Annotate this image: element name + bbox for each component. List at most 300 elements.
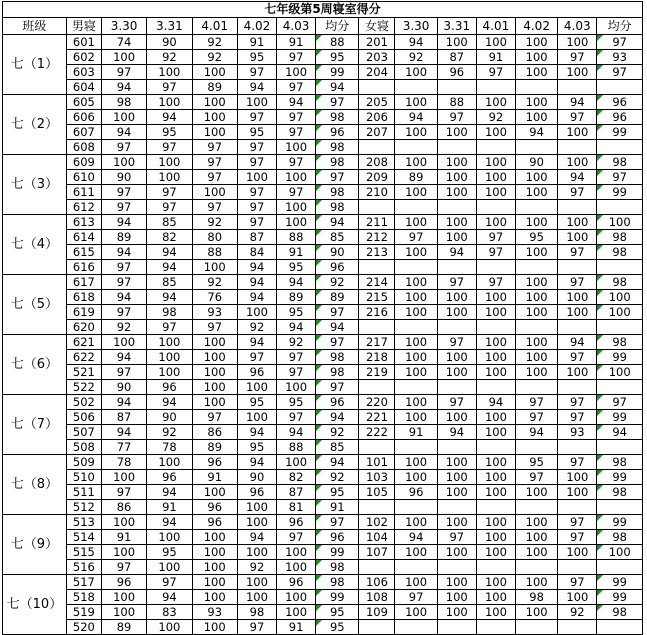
boys-date-1-cell: 100 bbox=[101, 605, 146, 620]
girls-date-2-cell: 94 bbox=[437, 245, 476, 260]
boys-date-2-cell: 94 bbox=[147, 515, 192, 530]
boys-date-5-cell: 91 bbox=[277, 620, 316, 635]
boys-date-4-cell: 100 bbox=[237, 500, 276, 515]
boys-date-1-cell: 94 bbox=[101, 245, 146, 260]
girls-date-1-cell: 100 bbox=[395, 605, 437, 620]
boys-date-4-cell: 97 bbox=[237, 155, 276, 170]
girls-date-1-cell: 91 bbox=[395, 425, 437, 440]
boys-average-cell: 98 bbox=[316, 350, 359, 365]
girls-average-cell bbox=[597, 80, 643, 95]
girls-date-1-cell: 100 bbox=[395, 245, 437, 260]
boys-date-1-cell: 91 bbox=[101, 530, 146, 545]
girls-average-cell: 100 bbox=[597, 365, 643, 380]
girls-dorm-cell bbox=[359, 500, 395, 515]
boys-average-cell: 99 bbox=[316, 545, 359, 560]
girls-date-3-cell bbox=[476, 200, 515, 215]
girls-date-5-cell: 97 bbox=[558, 275, 597, 290]
boys-date-3-cell: 86 bbox=[192, 425, 237, 440]
girls-date-5-cell: 97 bbox=[558, 395, 597, 410]
boys-dorm-cell: 604 bbox=[66, 80, 101, 95]
boys-average-cell: 97 bbox=[316, 380, 359, 395]
boys-date-1-cell: 94 bbox=[101, 425, 146, 440]
table-row bbox=[3, 245, 643, 260]
girls-date-4-cell: 100 bbox=[515, 335, 557, 350]
table-row bbox=[3, 110, 643, 125]
girls-date-1-cell bbox=[395, 200, 437, 215]
boys-date-1-cell: 87 bbox=[101, 410, 146, 425]
boys-dorm-cell: 510 bbox=[66, 470, 101, 485]
boys-date-5-cell: 97 bbox=[277, 410, 316, 425]
girls-date-5-cell: 97 bbox=[558, 515, 597, 530]
boys-average-cell: 96 bbox=[316, 125, 359, 140]
boys-date-5-cell: 87 bbox=[277, 485, 316, 500]
table-row bbox=[3, 530, 643, 545]
girls-date-3-cell: 100 bbox=[476, 35, 515, 50]
girls-date-4-cell: 95 bbox=[515, 230, 557, 245]
girls-date-4-cell: 100 bbox=[515, 530, 557, 545]
header-class: 班级 bbox=[3, 18, 67, 35]
girls-dorm-cell: 214 bbox=[359, 275, 395, 290]
girls-average-cell: 96 bbox=[597, 110, 643, 125]
boys-date-2-cell: 100 bbox=[147, 560, 192, 575]
boys-date-3-cell: 89 bbox=[192, 80, 237, 95]
boys-dorm-cell: 621 bbox=[66, 335, 101, 350]
boys-average-cell: 94 bbox=[316, 215, 359, 230]
boys-date-2-cell: 96 bbox=[147, 470, 192, 485]
girls-date-3-cell: 100 bbox=[476, 95, 515, 110]
girls-date-4-cell: 90 bbox=[515, 155, 557, 170]
girls-date-4-cell bbox=[515, 200, 557, 215]
boys-average-cell: 98 bbox=[316, 140, 359, 155]
girls-date-2-cell: 96 bbox=[437, 65, 476, 80]
girls-dorm-cell: 107 bbox=[359, 545, 395, 560]
girls-average-cell: 96 bbox=[597, 95, 643, 110]
boys-dorm-cell: 514 bbox=[66, 530, 101, 545]
boys-date-5-cell: 88 bbox=[277, 440, 316, 455]
boys-date-5-cell: 100 bbox=[277, 200, 316, 215]
boys-date-1-cell: 97 bbox=[101, 65, 146, 80]
girls-average-cell: 97 bbox=[597, 65, 643, 80]
girls-dorm-cell: 219 bbox=[359, 365, 395, 380]
boys-date-5-cell: 95 bbox=[277, 395, 316, 410]
boys-date-4-cell: 87 bbox=[237, 230, 276, 245]
table-row bbox=[3, 50, 643, 65]
girls-average-cell: 98 bbox=[597, 230, 643, 245]
boys-date-3-cell: 100 bbox=[192, 485, 237, 500]
boys-date-5-cell: 100 bbox=[277, 605, 316, 620]
boys-average-cell: 98 bbox=[316, 185, 359, 200]
boys-date-3-cell: 92 bbox=[192, 50, 237, 65]
boys-date-1-cell: 97 bbox=[101, 275, 146, 290]
girls-dorm-cell: 222 bbox=[359, 425, 395, 440]
table-row bbox=[3, 365, 643, 380]
header-row bbox=[3, 18, 643, 35]
header-girls-date-1: 3.30 bbox=[395, 18, 437, 35]
boys-date-1-cell: 74 bbox=[101, 35, 146, 50]
girls-date-1-cell: 100 bbox=[395, 290, 437, 305]
girls-date-3-cell bbox=[476, 620, 515, 635]
boys-date-3-cell: 100 bbox=[192, 335, 237, 350]
boys-average-cell: 99 bbox=[316, 590, 359, 605]
table-row bbox=[3, 605, 643, 620]
girls-date-2-cell: 100 bbox=[437, 350, 476, 365]
boys-dorm-cell: 506 bbox=[66, 410, 101, 425]
boys-dorm-cell: 614 bbox=[66, 230, 101, 245]
boys-average-cell: 98 bbox=[316, 155, 359, 170]
boys-dorm-cell: 517 bbox=[66, 575, 101, 590]
girls-date-4-cell: 100 bbox=[515, 110, 557, 125]
girls-average-cell: 100 bbox=[597, 545, 643, 560]
boys-dorm-cell: 513 bbox=[66, 515, 101, 530]
table-row bbox=[3, 500, 643, 515]
boys-date-1-cell: 94 bbox=[101, 395, 146, 410]
boys-dorm-cell: 612 bbox=[66, 200, 101, 215]
boys-date-3-cell: 96 bbox=[192, 500, 237, 515]
girls-date-2-cell: 100 bbox=[437, 410, 476, 425]
girls-date-2-cell: 100 bbox=[437, 605, 476, 620]
boys-date-5-cell: 88 bbox=[277, 230, 316, 245]
boys-date-3-cell: 100 bbox=[192, 590, 237, 605]
girls-date-1-cell: 100 bbox=[395, 470, 437, 485]
girls-date-2-cell: 100 bbox=[437, 125, 476, 140]
girls-date-3-cell: 97 bbox=[476, 230, 515, 245]
boys-date-4-cell: 94 bbox=[237, 530, 276, 545]
girls-date-5-cell bbox=[558, 440, 597, 455]
girls-date-3-cell: 100 bbox=[476, 455, 515, 470]
girls-average-cell: 100 bbox=[597, 290, 643, 305]
header-girls-date-2: 3.31 bbox=[437, 18, 476, 35]
boys-dorm-cell: 516 bbox=[66, 560, 101, 575]
table-row bbox=[3, 65, 643, 80]
table-row bbox=[3, 395, 643, 410]
boys-dorm-cell: 507 bbox=[66, 425, 101, 440]
boys-average-cell: 96 bbox=[316, 260, 359, 275]
boys-average-cell: 97 bbox=[316, 95, 359, 110]
girls-date-1-cell: 100 bbox=[395, 515, 437, 530]
boys-date-4-cell: 100 bbox=[237, 575, 276, 590]
boys-dorm-cell: 521 bbox=[66, 365, 101, 380]
girls-date-2-cell: 100 bbox=[437, 170, 476, 185]
girls-date-5-cell: 100 bbox=[558, 590, 597, 605]
girls-date-1-cell: 100 bbox=[395, 545, 437, 560]
class-name-cell: 七（8） bbox=[3, 455, 67, 515]
girls-date-1-cell: 97 bbox=[395, 590, 437, 605]
boys-date-3-cell: 100 bbox=[192, 65, 237, 80]
girls-date-5-cell: 97 bbox=[558, 530, 597, 545]
girls-dorm-cell: 102 bbox=[359, 515, 395, 530]
girls-dorm-cell: 205 bbox=[359, 95, 395, 110]
girls-average-cell: 98 bbox=[597, 485, 643, 500]
girls-date-5-cell: 100 bbox=[558, 125, 597, 140]
girls-date-5-cell: 94 bbox=[558, 170, 597, 185]
boys-date-4-cell: 84 bbox=[237, 245, 276, 260]
boys-dorm-cell: 520 bbox=[66, 620, 101, 635]
boys-dorm-cell: 519 bbox=[66, 605, 101, 620]
boys-date-2-cell: 100 bbox=[147, 155, 192, 170]
boys-average-cell: 98 bbox=[316, 575, 359, 590]
girls-date-1-cell: 100 bbox=[395, 365, 437, 380]
sheet-title: 七年级第5周寝室得分 bbox=[3, 2, 643, 18]
header-girls-date-5: 4.03 bbox=[558, 18, 597, 35]
boys-dorm-cell: 610 bbox=[66, 170, 101, 185]
boys-dorm-cell: 611 bbox=[66, 185, 101, 200]
boys-dorm-cell: 508 bbox=[66, 440, 101, 455]
girls-date-2-cell: 100 bbox=[437, 455, 476, 470]
girls-date-3-cell bbox=[476, 260, 515, 275]
header-boys-date-1: 3.30 bbox=[101, 18, 146, 35]
girls-date-3-cell: 91 bbox=[476, 50, 515, 65]
boys-date-3-cell: 100 bbox=[192, 110, 237, 125]
boys-date-2-cell: 100 bbox=[147, 350, 192, 365]
girls-date-3-cell bbox=[476, 500, 515, 515]
boys-date-4-cell: 95 bbox=[237, 395, 276, 410]
boys-date-2-cell: 95 bbox=[147, 545, 192, 560]
boys-date-4-cell: 94 bbox=[237, 425, 276, 440]
girls-date-1-cell: 94 bbox=[395, 110, 437, 125]
girls-date-1-cell: 100 bbox=[395, 275, 437, 290]
boys-dorm-cell: 515 bbox=[66, 545, 101, 560]
boys-date-3-cell: 97 bbox=[192, 200, 237, 215]
boys-dorm-cell: 616 bbox=[66, 260, 101, 275]
boys-date-3-cell: 97 bbox=[192, 155, 237, 170]
class-name-cell: 七（4） bbox=[3, 215, 67, 275]
girls-date-4-cell bbox=[515, 500, 557, 515]
header-girls-date-4: 4.02 bbox=[515, 18, 557, 35]
boys-date-1-cell: 96 bbox=[101, 575, 146, 590]
girls-date-1-cell: 100 bbox=[395, 410, 437, 425]
girls-date-4-cell: 94 bbox=[515, 125, 557, 140]
girls-date-4-cell bbox=[515, 440, 557, 455]
boys-date-2-cell: 90 bbox=[147, 410, 192, 425]
girls-date-5-cell bbox=[558, 200, 597, 215]
girls-date-3-cell: 100 bbox=[476, 515, 515, 530]
boys-date-4-cell: 95 bbox=[237, 125, 276, 140]
class-name-cell: 七（2） bbox=[3, 95, 67, 155]
girls-average-cell bbox=[597, 560, 643, 575]
girls-date-3-cell: 100 bbox=[476, 590, 515, 605]
girls-average-cell: 93 bbox=[597, 50, 643, 65]
girls-date-2-cell bbox=[437, 260, 476, 275]
boys-date-4-cell: 96 bbox=[237, 485, 276, 500]
boys-date-2-cell: 100 bbox=[147, 620, 192, 635]
girls-date-3-cell: 100 bbox=[476, 335, 515, 350]
boys-average-cell: 97 bbox=[316, 515, 359, 530]
girls-dorm-cell bbox=[359, 560, 395, 575]
boys-date-3-cell: 97 bbox=[192, 170, 237, 185]
boys-average-cell: 96 bbox=[316, 395, 359, 410]
girls-date-5-cell: 97 bbox=[558, 245, 597, 260]
boys-date-1-cell: 100 bbox=[101, 50, 146, 65]
boys-average-cell: 91 bbox=[316, 500, 359, 515]
table-row bbox=[3, 515, 643, 530]
girls-date-5-cell bbox=[558, 560, 597, 575]
boys-date-2-cell: 92 bbox=[147, 50, 192, 65]
girls-date-4-cell: 100 bbox=[515, 365, 557, 380]
table-row bbox=[3, 35, 643, 50]
girls-average-cell: 98 bbox=[597, 530, 643, 545]
girls-date-3-cell bbox=[476, 440, 515, 455]
girls-date-5-cell: 97 bbox=[558, 110, 597, 125]
boys-date-2-cell: 85 bbox=[147, 275, 192, 290]
boys-date-4-cell: 94 bbox=[237, 455, 276, 470]
girls-date-4-cell: 100 bbox=[515, 35, 557, 50]
girls-dorm-cell: 103 bbox=[359, 470, 395, 485]
girls-date-3-cell: 100 bbox=[476, 290, 515, 305]
boys-date-2-cell: 100 bbox=[147, 530, 192, 545]
boys-average-cell: 96 bbox=[316, 530, 359, 545]
girls-date-1-cell bbox=[395, 500, 437, 515]
boys-average-cell: 98 bbox=[316, 365, 359, 380]
table-row bbox=[3, 170, 643, 185]
boys-date-5-cell: 100 bbox=[277, 65, 316, 80]
girls-date-4-cell: 97 bbox=[515, 470, 557, 485]
girls-date-3-cell: 100 bbox=[476, 425, 515, 440]
girls-date-1-cell: 100 bbox=[395, 575, 437, 590]
boys-dorm-cell: 605 bbox=[66, 95, 101, 110]
boys-date-2-cell: 78 bbox=[147, 440, 192, 455]
boys-date-1-cell: 78 bbox=[101, 455, 146, 470]
table-row bbox=[3, 380, 643, 395]
boys-date-1-cell: 94 bbox=[101, 215, 146, 230]
boys-date-3-cell: 100 bbox=[192, 620, 237, 635]
girls-date-1-cell: 100 bbox=[395, 395, 437, 410]
class-name-cell: 七（1） bbox=[3, 35, 67, 95]
table-row bbox=[3, 455, 643, 470]
girls-date-1-cell: 100 bbox=[395, 95, 437, 110]
girls-date-5-cell: 92 bbox=[558, 605, 597, 620]
boys-average-cell: 88 bbox=[316, 35, 359, 50]
boys-date-1-cell: 97 bbox=[101, 305, 146, 320]
boys-date-5-cell: 97 bbox=[277, 365, 316, 380]
table-row bbox=[3, 155, 643, 170]
girls-date-4-cell: 100 bbox=[515, 215, 557, 230]
table-row bbox=[3, 440, 643, 455]
boys-date-5-cell: 96 bbox=[277, 515, 316, 530]
girls-date-3-cell: 100 bbox=[476, 305, 515, 320]
boys-date-5-cell: 97 bbox=[277, 350, 316, 365]
girls-date-1-cell: 89 bbox=[395, 170, 437, 185]
boys-date-3-cell: 100 bbox=[192, 125, 237, 140]
boys-date-1-cell: 89 bbox=[101, 230, 146, 245]
boys-date-4-cell: 94 bbox=[237, 335, 276, 350]
girls-date-2-cell: 97 bbox=[437, 275, 476, 290]
girls-date-4-cell: 100 bbox=[515, 305, 557, 320]
table-row bbox=[3, 260, 643, 275]
class-name-cell: 七（10） bbox=[3, 575, 67, 635]
girls-date-1-cell: 100 bbox=[395, 305, 437, 320]
boys-dorm-cell: 606 bbox=[66, 110, 101, 125]
girls-date-1-cell: 100 bbox=[395, 65, 437, 80]
girls-date-2-cell bbox=[437, 80, 476, 95]
girls-dorm-cell bbox=[359, 320, 395, 335]
boys-date-2-cell: 90 bbox=[147, 35, 192, 50]
dorm-score-sheet bbox=[2, 1, 643, 635]
boys-date-5-cell: 100 bbox=[277, 380, 316, 395]
girls-average-cell bbox=[597, 500, 643, 515]
boys-date-5-cell: 94 bbox=[277, 95, 316, 110]
girls-date-1-cell bbox=[395, 560, 437, 575]
girls-date-4-cell bbox=[515, 380, 557, 395]
table-row bbox=[3, 470, 643, 485]
girls-date-2-cell: 87 bbox=[437, 50, 476, 65]
girls-date-2-cell bbox=[437, 440, 476, 455]
boys-date-5-cell: 100 bbox=[277, 215, 316, 230]
girls-date-1-cell bbox=[395, 80, 437, 95]
boys-date-4-cell: 97 bbox=[237, 65, 276, 80]
boys-average-cell: 95 bbox=[316, 605, 359, 620]
boys-date-4-cell: 96 bbox=[237, 365, 276, 380]
boys-dorm-cell: 511 bbox=[66, 485, 101, 500]
boys-average-cell: 97 bbox=[316, 305, 359, 320]
girls-date-2-cell: 100 bbox=[437, 185, 476, 200]
girls-date-3-cell: 97 bbox=[476, 65, 515, 80]
boys-date-1-cell: 100 bbox=[101, 335, 146, 350]
table-row bbox=[3, 215, 643, 230]
boys-average-cell: 85 bbox=[316, 440, 359, 455]
boys-date-4-cell: 100 bbox=[237, 305, 276, 320]
girls-date-1-cell bbox=[395, 320, 437, 335]
girls-dorm-cell bbox=[359, 260, 395, 275]
table-row bbox=[3, 485, 643, 500]
boys-date-3-cell: 93 bbox=[192, 305, 237, 320]
girls-date-4-cell: 100 bbox=[515, 605, 557, 620]
girls-date-4-cell: 100 bbox=[515, 290, 557, 305]
boys-date-5-cell: 89 bbox=[277, 290, 316, 305]
header-boys-date-5: 4.03 bbox=[277, 18, 316, 35]
boys-date-1-cell: 90 bbox=[101, 170, 146, 185]
girls-dorm-cell: 101 bbox=[359, 455, 395, 470]
boys-average-cell: 94 bbox=[316, 455, 359, 470]
girls-date-1-cell: 100 bbox=[395, 335, 437, 350]
boys-date-5-cell: 97 bbox=[277, 530, 316, 545]
boys-date-4-cell: 97 bbox=[237, 215, 276, 230]
girls-date-5-cell bbox=[558, 320, 597, 335]
girls-dorm-cell bbox=[359, 200, 395, 215]
boys-date-3-cell: 100 bbox=[192, 380, 237, 395]
girls-date-4-cell: 97 bbox=[515, 410, 557, 425]
boys-date-2-cell: 97 bbox=[147, 575, 192, 590]
girls-average-cell: 99 bbox=[597, 470, 643, 485]
girls-date-1-cell: 94 bbox=[395, 35, 437, 50]
girls-date-3-cell bbox=[476, 380, 515, 395]
girls-average-cell: 98 bbox=[597, 275, 643, 290]
boys-date-2-cell: 94 bbox=[147, 110, 192, 125]
boys-date-3-cell: 100 bbox=[192, 545, 237, 560]
table-row bbox=[3, 320, 643, 335]
boys-date-1-cell: 97 bbox=[101, 140, 146, 155]
girls-date-2-cell bbox=[437, 560, 476, 575]
header-boys-date-3: 4.01 bbox=[192, 18, 237, 35]
table-row bbox=[3, 575, 643, 590]
girls-date-5-cell: 100 bbox=[558, 215, 597, 230]
boys-average-cell: 98 bbox=[316, 200, 359, 215]
girls-date-3-cell: 94 bbox=[476, 395, 515, 410]
boys-average-cell: 92 bbox=[316, 275, 359, 290]
boys-date-1-cell: 94 bbox=[101, 290, 146, 305]
girls-dorm-cell: 106 bbox=[359, 575, 395, 590]
girls-date-3-cell: 97 bbox=[476, 275, 515, 290]
boys-date-4-cell: 98 bbox=[237, 605, 276, 620]
boys-dorm-cell: 522 bbox=[66, 380, 101, 395]
boys-date-1-cell: 100 bbox=[101, 155, 146, 170]
boys-date-4-cell: 95 bbox=[237, 440, 276, 455]
girls-date-3-cell bbox=[476, 140, 515, 155]
girls-average-cell: 98 bbox=[597, 335, 643, 350]
girls-date-5-cell: 100 bbox=[558, 365, 597, 380]
girls-date-2-cell: 100 bbox=[437, 35, 476, 50]
girls-average-cell: 100 bbox=[597, 215, 643, 230]
boys-dorm-cell: 619 bbox=[66, 305, 101, 320]
